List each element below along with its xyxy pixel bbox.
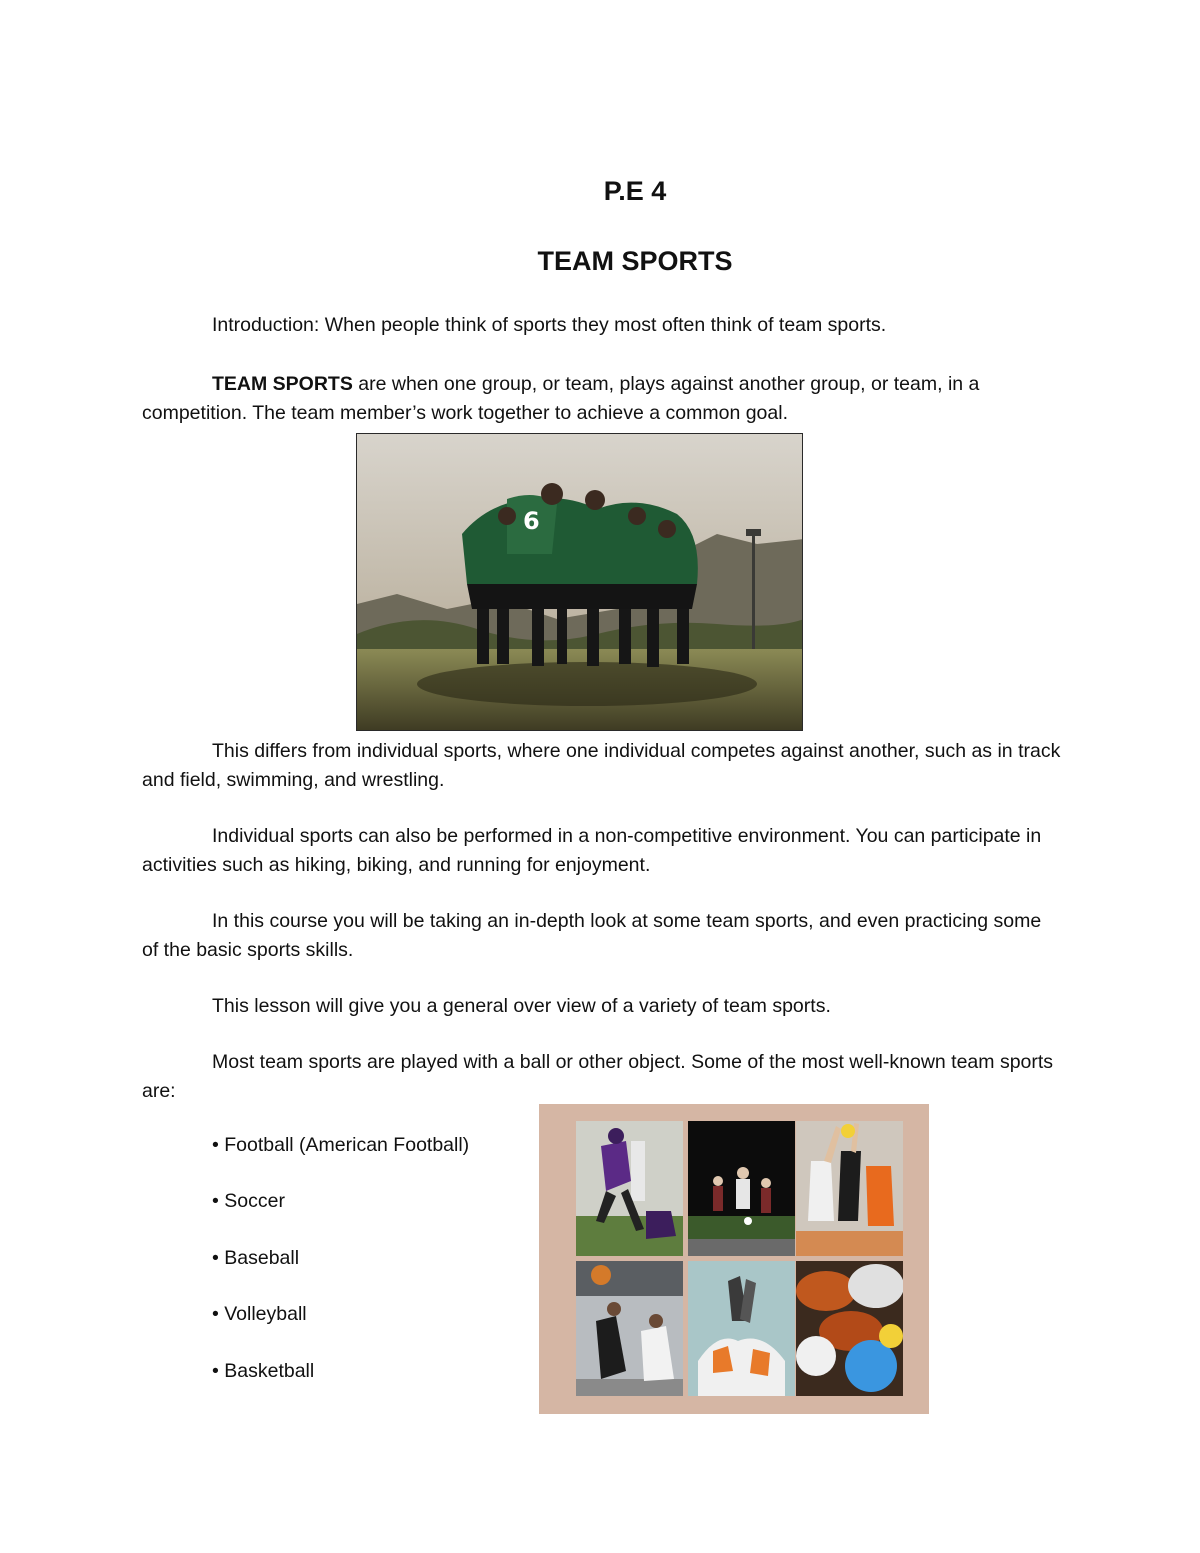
svg-text:6: 6	[523, 507, 540, 535]
well-known-sports-paragraph: Most team sports are played with a ball or other object. Some of the most well-known team sports are:	[142, 1051, 1054, 1102]
list-item: • Soccer	[212, 1190, 285, 1213]
football-photo	[576, 1121, 683, 1256]
sports-list	[212, 1130, 469, 1412]
basketball-photo	[576, 1261, 683, 1396]
list-item: • Baseball	[212, 1246, 300, 1269]
soccer-photo	[688, 1121, 795, 1256]
definition-text: are when one group, or team, plays against another group, or team, in a competition. The team member’s work together to achieve a common goal.	[142, 373, 980, 424]
list-item: • Volleyball	[212, 1303, 307, 1326]
team-huddle-photo	[356, 433, 803, 731]
list-item: • Basketball	[212, 1359, 315, 1382]
non-competitive-paragraph: Individual sports can also be performed in a non-competitive environment. You can participate in activities such as hiking, biking, and running for enjoyment.	[142, 825, 1042, 876]
team-huddle-illustration	[357, 434, 803, 731]
definition-paragraph	[142, 370, 1062, 428]
lesson-title: TEAM SPORTS	[537, 246, 733, 276]
course-overview-paragraph: In this course you will be taking an in-depth look at some team sports, and even practicing some of the basic sports skills.	[142, 910, 1042, 961]
sports-collage	[539, 1104, 929, 1414]
team-hands-photo	[688, 1261, 795, 1396]
intro-paragraph: Introduction: When people think of sports they most often think of team sports.	[212, 314, 887, 336]
lesson-overview-paragraph: This lesson will give you a general over view of a variety of team sports.	[212, 995, 831, 1017]
list-item: • Football (American Football)	[212, 1134, 470, 1156]
individual-sports-paragraph: This differs from individual sports, where one individual competes against another, such as in track and field, swimming, and wrestling.	[142, 740, 1061, 791]
course-title: P.E 4	[603, 176, 667, 206]
volleyball-photo	[796, 1121, 903, 1256]
definition-term: TEAM SPORTS	[212, 373, 353, 395]
sports-balls-photo	[796, 1261, 903, 1396]
